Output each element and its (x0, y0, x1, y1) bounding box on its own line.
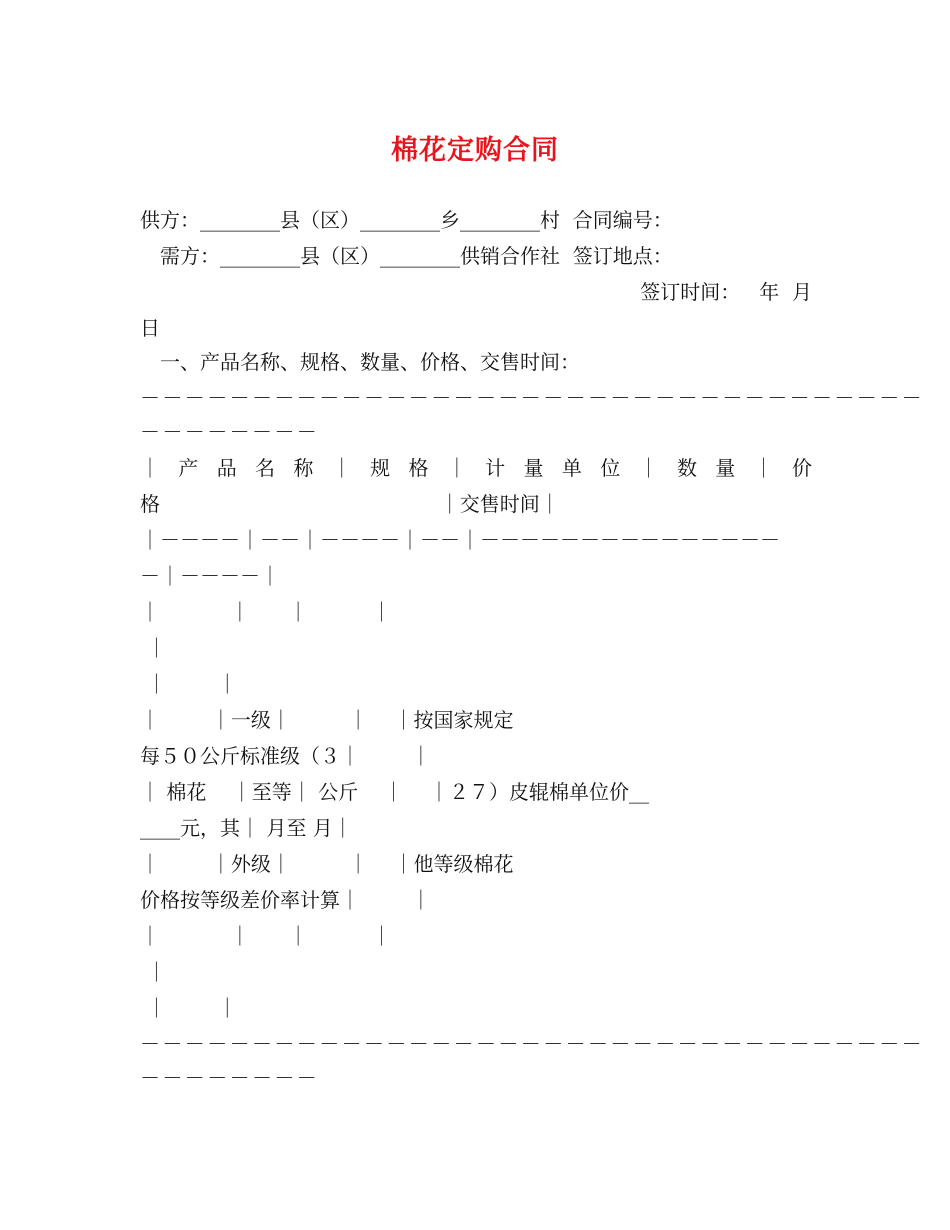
table-bottom-border: －－－－－－－－－－－－－－－－－－－－－－－－－－－－－－－－－－－ (140, 1032, 924, 1056)
table-header-row-cont: 格 ｜交售时间｜ (140, 492, 560, 516)
buyer-line: 需方：________县（区）________供销合作社 签订地点： (160, 244, 673, 268)
document-title: 棉花定购合同 (391, 135, 559, 166)
table-blank-row-2-cont2: ｜ ｜ (140, 996, 238, 1020)
table-bottom-border-cont: －－－－－－－－ (140, 1066, 320, 1090)
table-separator-row-cont: －｜－－－－｜ (140, 564, 280, 588)
table-row-offgrade-cont: 价格按等级差价率计算｜ ｜ (140, 888, 431, 912)
table-blank-row-cont: ｜ (140, 636, 167, 660)
sign-time-day: 日 (140, 316, 160, 340)
sign-time: 签订时间： 年 月 (640, 280, 812, 304)
table-blank-row-2: ｜ ｜ ｜ ｜ (140, 924, 392, 948)
supplier-line: 供方：________县（区）________乡________村 合同编号： (140, 208, 673, 232)
table-separator-row: ｜－－－－｜－－｜－－－－｜－－｜－－－－－－－－－－－－－－－ (140, 528, 780, 552)
table-blank-row: ｜ ｜ ｜ ｜ (140, 600, 392, 624)
section-1-title: 一、产品名称、规格、数量、价格、交售时间： (160, 350, 580, 374)
table-header-row: ｜ 产 品 名 称 ｜ 规 格 ｜ 计 量 单 位 ｜ 数 量 ｜ 价 (140, 456, 812, 480)
table-row-grade-1-cont: 每５０公斤标准级（３｜ ｜ (140, 744, 431, 768)
table-row-grade-1: ｜ ｜一级｜ ｜ ｜按国家规定 (140, 708, 514, 732)
table-top-border-cont: －－－－－－－－ (140, 420, 320, 444)
table-blank-row-2-cont: ｜ (140, 960, 167, 984)
table-row-offgrade: ｜ ｜外级｜ ｜ ｜他等级棉花 (140, 852, 514, 876)
table-top-border: －－－－－－－－－－－－－－－－－－－－－－－－－－－－－－－－－－－ (140, 386, 924, 410)
table-row-cotton-cont: ____元，其｜ 月至 月｜ (140, 816, 353, 840)
table-row-cotton: ｜ 棉花 ｜至等｜ 公斤 ｜ ｜２７）皮辊棉单位价__ (140, 780, 650, 804)
table-blank-row-cont2: ｜ ｜ (140, 672, 238, 696)
